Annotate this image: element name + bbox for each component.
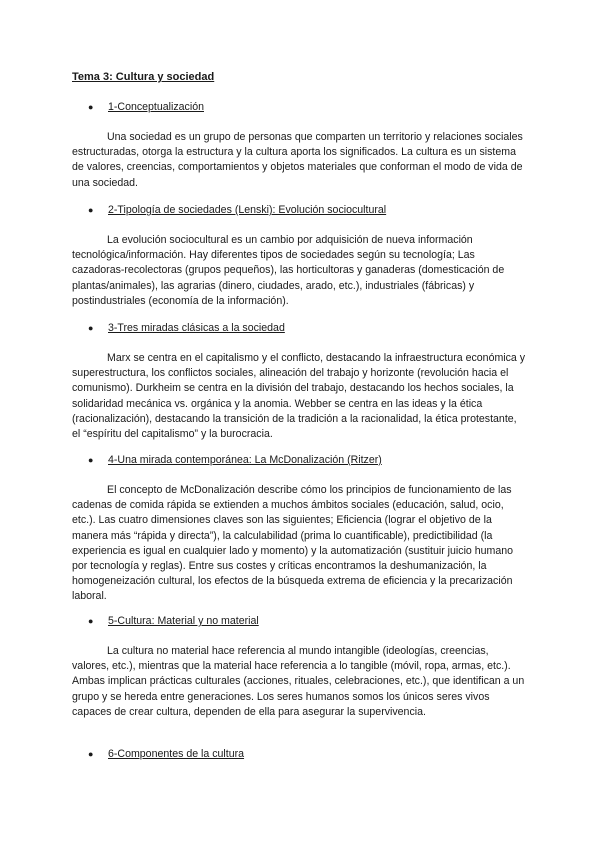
section-paragraph-3: Marx se centra en el capitalismo y el conflicto, destacando la infraestructura económica y superestructura, los conflictos sociales, alineación del trabajo y horizonte (revolución hacia el comunismo). Durkheim se centra en la división del trabajo, destacando los hechos sociales, la solidaridad mecánica vs. orgánica y la anomia. Webber se centra en las ideas y la ética (racionalización), destacando la transición de la tradición a la racionalidad, la ética protestante, el “espíritu del capitalismo” y la burocracia. <box>72 352 526 441</box>
section-paragraph-1: Una sociedad es un grupo de personas que comparten un territorio y relaciones sociales estructuradas, otorga la estructura y la cultura aporta los significados. La cultura es un sistema de valores, creencias, comportamientos y objetos materiales que conforman el modo de vida de una sociedad. <box>72 131 523 189</box>
section-heading-text: 4-Una mirada contemporánea: La McDonalización (Ritzer) <box>108 454 382 466</box>
section-heading-text: 3-Tres miradas clásicas a la sociedad <box>108 322 285 334</box>
section-heading-text: 5-Cultura: Material y no material <box>108 615 259 627</box>
section-heading-5 <box>88 615 259 627</box>
section-heading-2 <box>88 204 386 216</box>
section-paragraph-2: La evolución sociocultural es un cambio por adquisición de nueva información tecnológica/información. Hay diferentes tipos de sociedades según su tecnología; Las cazadoras-recolectoras (grupos pequeños), las horticultoras y ganaderas (domesticación de plantas/animales), las agrarias (dinero, ciudades, arado, etc.), industriales (fábricas) y postindustriales (economía de la información). <box>72 234 505 307</box>
bullet-icon: ● <box>88 749 94 759</box>
bullet-icon: ● <box>88 616 94 626</box>
section-heading-text: 2-Tipología de sociedades (Lenski): Evolución sociocultural <box>108 204 387 216</box>
section-paragraph-5: La cultura no material hace referencia al mundo intangible (ideologías, creencias, valores, etc.), mientras que la material hace referencia a lo tangible (móvil, ropa, armas, etc.). Ambas implican prácticas culturales (acciones, rituales, celebraciones, etc.), que identifican a un grupo y se hereda entre generaciones. Los seres humanos somos los únicos seres vivos capaces de crear cultura, dependen de ella para asegurar la supervivencia. <box>72 645 525 718</box>
section-heading-4 <box>88 454 382 466</box>
section-paragraph-4: El concepto de McDonalización describe cómo los principios de funcionamiento de las cadenas de comida rápida se extienden a muchos ámbitos sociales (educación, salud, ocio, etc.). Las cuatro dimensiones claves son las siguientes; Eficiencia (lograr el objetivo de la manera más “rápida y directa”), la calculabilidad (prima lo cuantificable), predictibilidad (la experiencia es igual en cualquier lado y momento) y la automatización (sustituir juicio humano por tecnología y reglas). Entre sus costes y críticas encontramos la deshumanización, la homogeneización cultural, los efectos de la búsqueda extrema de eficiencia y la precarización laboral. <box>72 484 514 603</box>
section-heading-text: 6-Componentes de la cultura <box>108 748 245 760</box>
section-heading-3 <box>88 322 285 334</box>
bullet-icon: ● <box>88 323 94 333</box>
section-heading-text: 1-Conceptualización <box>108 101 204 113</box>
bullet-icon: ● <box>88 455 94 465</box>
bullet-icon: ● <box>88 205 94 215</box>
bullet-icon: ● <box>88 102 94 112</box>
section-heading-1 <box>88 101 204 113</box>
section-heading-6 <box>88 748 244 760</box>
document-title: Tema 3: Cultura y sociedad <box>72 71 215 83</box>
